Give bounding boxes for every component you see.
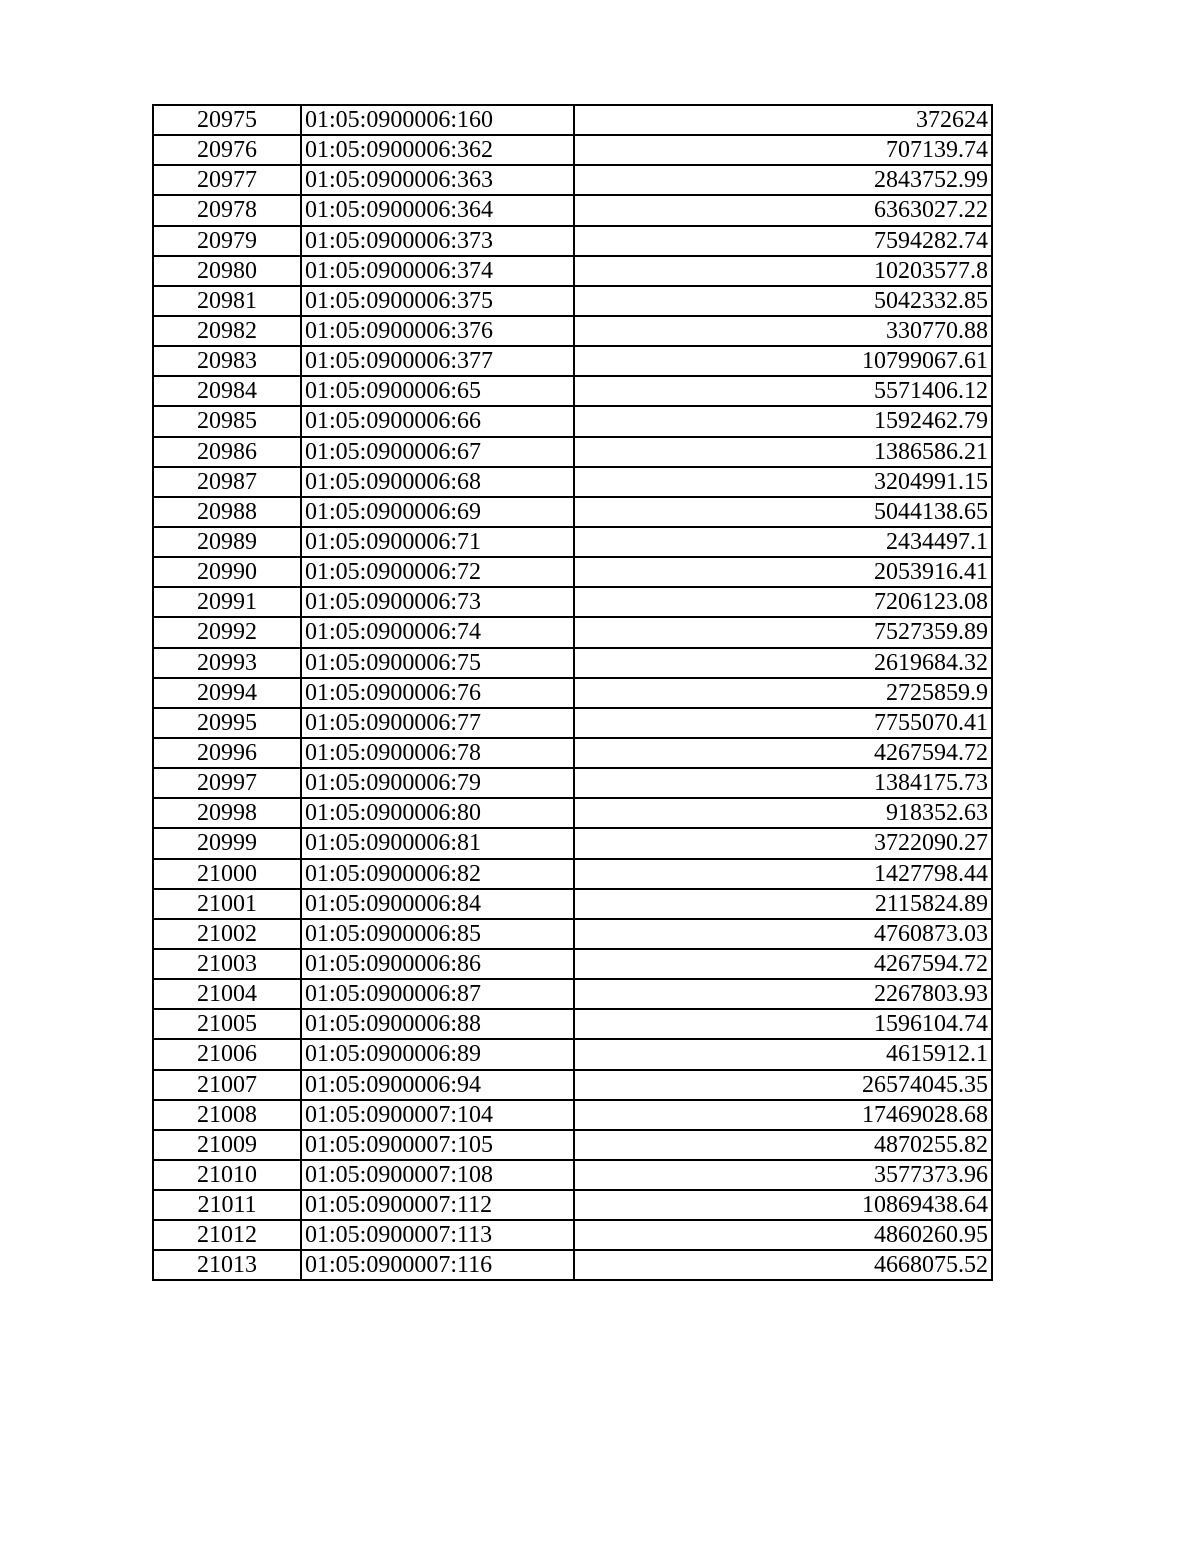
row-number-cell: 20985 <box>153 406 301 436</box>
table-row <box>153 1160 992 1190</box>
row-number-cell: 20993 <box>153 648 301 678</box>
value-cell: 7527359.89 <box>574 617 992 647</box>
row-number-cell: 20990 <box>153 557 301 587</box>
table-row <box>153 406 992 436</box>
value-cell: 1386586.21 <box>574 437 992 467</box>
table-row <box>153 617 992 647</box>
cadastral-number-cell: 01:05:0900007:113 <box>301 1220 574 1250</box>
row-number-cell: 20979 <box>153 226 301 256</box>
value-cell: 4760873.03 <box>574 919 992 949</box>
table-row <box>153 949 992 979</box>
cadastral-number-cell: 01:05:0900006:86 <box>301 949 574 979</box>
row-number-cell: 20994 <box>153 678 301 708</box>
value-cell: 330770.88 <box>574 316 992 346</box>
row-number-cell: 20977 <box>153 165 301 195</box>
cadastral-number-cell: 01:05:0900006:68 <box>301 467 574 497</box>
value-cell: 26574045.35 <box>574 1070 992 1100</box>
value-cell: 3204991.15 <box>574 467 992 497</box>
value-cell: 4870255.82 <box>574 1130 992 1160</box>
table-row <box>153 165 992 195</box>
row-number-cell: 20995 <box>153 708 301 738</box>
row-number-cell: 20991 <box>153 587 301 617</box>
row-number-cell: 21000 <box>153 859 301 889</box>
cadastral-number-cell: 01:05:0900006:362 <box>301 135 574 165</box>
row-number-cell: 20989 <box>153 527 301 557</box>
table-row <box>153 828 992 858</box>
value-cell: 372624 <box>574 105 992 135</box>
row-number-cell: 21010 <box>153 1160 301 1190</box>
row-number-cell: 20997 <box>153 768 301 798</box>
table-row <box>153 1250 992 1280</box>
row-number-cell: 21005 <box>153 1009 301 1039</box>
table-row <box>153 135 992 165</box>
row-number-cell: 20986 <box>153 437 301 467</box>
row-number-cell: 20984 <box>153 376 301 406</box>
table-row <box>153 557 992 587</box>
table-row <box>153 1070 992 1100</box>
cadastral-number-cell: 01:05:0900007:116 <box>301 1250 574 1280</box>
value-cell: 1427798.44 <box>574 859 992 889</box>
value-cell: 4668075.52 <box>574 1250 992 1280</box>
cadastral-number-cell: 01:05:0900006:82 <box>301 859 574 889</box>
cadastral-number-cell: 01:05:0900006:67 <box>301 437 574 467</box>
table-row <box>153 1039 992 1069</box>
table-row <box>153 105 992 135</box>
row-number-cell: 20999 <box>153 828 301 858</box>
table-row <box>153 708 992 738</box>
table-row <box>153 768 992 798</box>
table-row <box>153 1100 992 1130</box>
cadastral-number-cell: 01:05:0900006:72 <box>301 557 574 587</box>
row-number-cell: 20983 <box>153 346 301 376</box>
cadastral-number-cell: 01:05:0900006:66 <box>301 406 574 436</box>
cadastral-number-cell: 01:05:0900006:364 <box>301 195 574 225</box>
cadastral-number-cell: 01:05:0900006:363 <box>301 165 574 195</box>
table-row <box>153 1190 992 1220</box>
row-number-cell: 21013 <box>153 1250 301 1280</box>
value-cell: 2725859.9 <box>574 678 992 708</box>
cadastral-number-cell: 01:05:0900006:75 <box>301 648 574 678</box>
table-row <box>153 256 992 286</box>
row-number-cell: 21009 <box>153 1130 301 1160</box>
value-cell: 10799067.61 <box>574 346 992 376</box>
cadastral-number-cell: 01:05:0900006:81 <box>301 828 574 858</box>
row-number-cell: 20976 <box>153 135 301 165</box>
cadastral-number-cell: 01:05:0900006:71 <box>301 527 574 557</box>
table-row <box>153 889 992 919</box>
table-row <box>153 226 992 256</box>
table-row <box>153 346 992 376</box>
value-cell: 6363027.22 <box>574 195 992 225</box>
row-number-cell: 20998 <box>153 798 301 828</box>
row-number-cell: 20996 <box>153 738 301 768</box>
table-row <box>153 316 992 346</box>
cadastral-number-cell: 01:05:0900006:74 <box>301 617 574 647</box>
cadastral-number-cell: 01:05:0900006:373 <box>301 226 574 256</box>
value-cell: 5571406.12 <box>574 376 992 406</box>
row-number-cell: 21002 <box>153 919 301 949</box>
row-number-cell: 20975 <box>153 105 301 135</box>
row-number-cell: 20981 <box>153 286 301 316</box>
value-cell: 5044138.65 <box>574 497 992 527</box>
cadastral-number-cell: 01:05:0900006:77 <box>301 708 574 738</box>
row-number-cell: 20978 <box>153 195 301 225</box>
row-number-cell: 21007 <box>153 1070 301 1100</box>
cadastral-number-cell: 01:05:0900006:65 <box>301 376 574 406</box>
value-cell: 4267594.72 <box>574 738 992 768</box>
table-row <box>153 979 992 1009</box>
value-cell: 1592462.79 <box>574 406 992 436</box>
cadastral-number-cell: 01:05:0900006:80 <box>301 798 574 828</box>
value-cell: 7755070.41 <box>574 708 992 738</box>
value-cell: 10869438.64 <box>574 1190 992 1220</box>
value-cell: 4267594.72 <box>574 949 992 979</box>
value-cell: 4615912.1 <box>574 1039 992 1069</box>
table-row <box>153 648 992 678</box>
cadastral-number-cell: 01:05:0900006:88 <box>301 1009 574 1039</box>
cadastral-number-cell: 01:05:0900006:79 <box>301 768 574 798</box>
table-row <box>153 919 992 949</box>
cadastral-number-cell: 01:05:0900006:89 <box>301 1039 574 1069</box>
table-row <box>153 286 992 316</box>
table-row <box>153 467 992 497</box>
row-number-cell: 21012 <box>153 1220 301 1250</box>
data-table <box>152 104 993 1281</box>
table-row <box>153 1220 992 1250</box>
table-row <box>153 798 992 828</box>
table-row <box>153 527 992 557</box>
cadastral-number-cell: 01:05:0900006:69 <box>301 497 574 527</box>
value-cell: 3577373.96 <box>574 1160 992 1190</box>
value-cell: 2053916.41 <box>574 557 992 587</box>
row-number-cell: 20992 <box>153 617 301 647</box>
value-cell: 707139.74 <box>574 135 992 165</box>
value-cell: 1596104.74 <box>574 1009 992 1039</box>
cadastral-number-cell: 01:05:0900006:377 <box>301 346 574 376</box>
table-row <box>153 497 992 527</box>
value-cell: 4860260.95 <box>574 1220 992 1250</box>
cadastral-number-cell: 01:05:0900007:108 <box>301 1160 574 1190</box>
value-cell: 2115824.89 <box>574 889 992 919</box>
value-cell: 3722090.27 <box>574 828 992 858</box>
row-number-cell: 21006 <box>153 1039 301 1069</box>
table-row <box>153 738 992 768</box>
cadastral-number-cell: 01:05:0900006:160 <box>301 105 574 135</box>
cadastral-number-cell: 01:05:0900006:73 <box>301 587 574 617</box>
row-number-cell: 20987 <box>153 467 301 497</box>
cadastral-number-cell: 01:05:0900007:105 <box>301 1130 574 1160</box>
table-row <box>153 195 992 225</box>
cadastral-number-cell: 01:05:0900006:87 <box>301 979 574 1009</box>
cadastral-number-cell: 01:05:0900006:374 <box>301 256 574 286</box>
value-cell: 918352.63 <box>574 798 992 828</box>
row-number-cell: 20982 <box>153 316 301 346</box>
value-cell: 7206123.08 <box>574 587 992 617</box>
row-number-cell: 21001 <box>153 889 301 919</box>
value-cell: 2619684.32 <box>574 648 992 678</box>
cadastral-number-cell: 01:05:0900007:112 <box>301 1190 574 1220</box>
row-number-cell: 20980 <box>153 256 301 286</box>
row-number-cell: 21004 <box>153 979 301 1009</box>
table-row <box>153 437 992 467</box>
cadastral-number-cell: 01:05:0900007:104 <box>301 1100 574 1130</box>
cadastral-number-cell: 01:05:0900006:84 <box>301 889 574 919</box>
value-cell: 1384175.73 <box>574 768 992 798</box>
value-cell: 10203577.8 <box>574 256 992 286</box>
value-cell: 2267803.93 <box>574 979 992 1009</box>
cadastral-number-cell: 01:05:0900006:76 <box>301 678 574 708</box>
table-row <box>153 859 992 889</box>
cadastral-number-cell: 01:05:0900006:94 <box>301 1070 574 1100</box>
table-row <box>153 1009 992 1039</box>
row-number-cell: 21003 <box>153 949 301 979</box>
value-cell: 5042332.85 <box>574 286 992 316</box>
table-row <box>153 1130 992 1160</box>
table-row <box>153 678 992 708</box>
row-number-cell: 20988 <box>153 497 301 527</box>
row-number-cell: 21008 <box>153 1100 301 1130</box>
value-cell: 2843752.99 <box>574 165 992 195</box>
value-cell: 17469028.68 <box>574 1100 992 1130</box>
cadastral-number-cell: 01:05:0900006:375 <box>301 286 574 316</box>
value-cell: 7594282.74 <box>574 226 992 256</box>
table-body <box>153 105 992 1280</box>
table-row <box>153 587 992 617</box>
table-row <box>153 376 992 406</box>
cadastral-number-cell: 01:05:0900006:85 <box>301 919 574 949</box>
cadastral-number-cell: 01:05:0900006:78 <box>301 738 574 768</box>
cadastral-number-cell: 01:05:0900006:376 <box>301 316 574 346</box>
value-cell: 2434497.1 <box>574 527 992 557</box>
row-number-cell: 21011 <box>153 1190 301 1220</box>
